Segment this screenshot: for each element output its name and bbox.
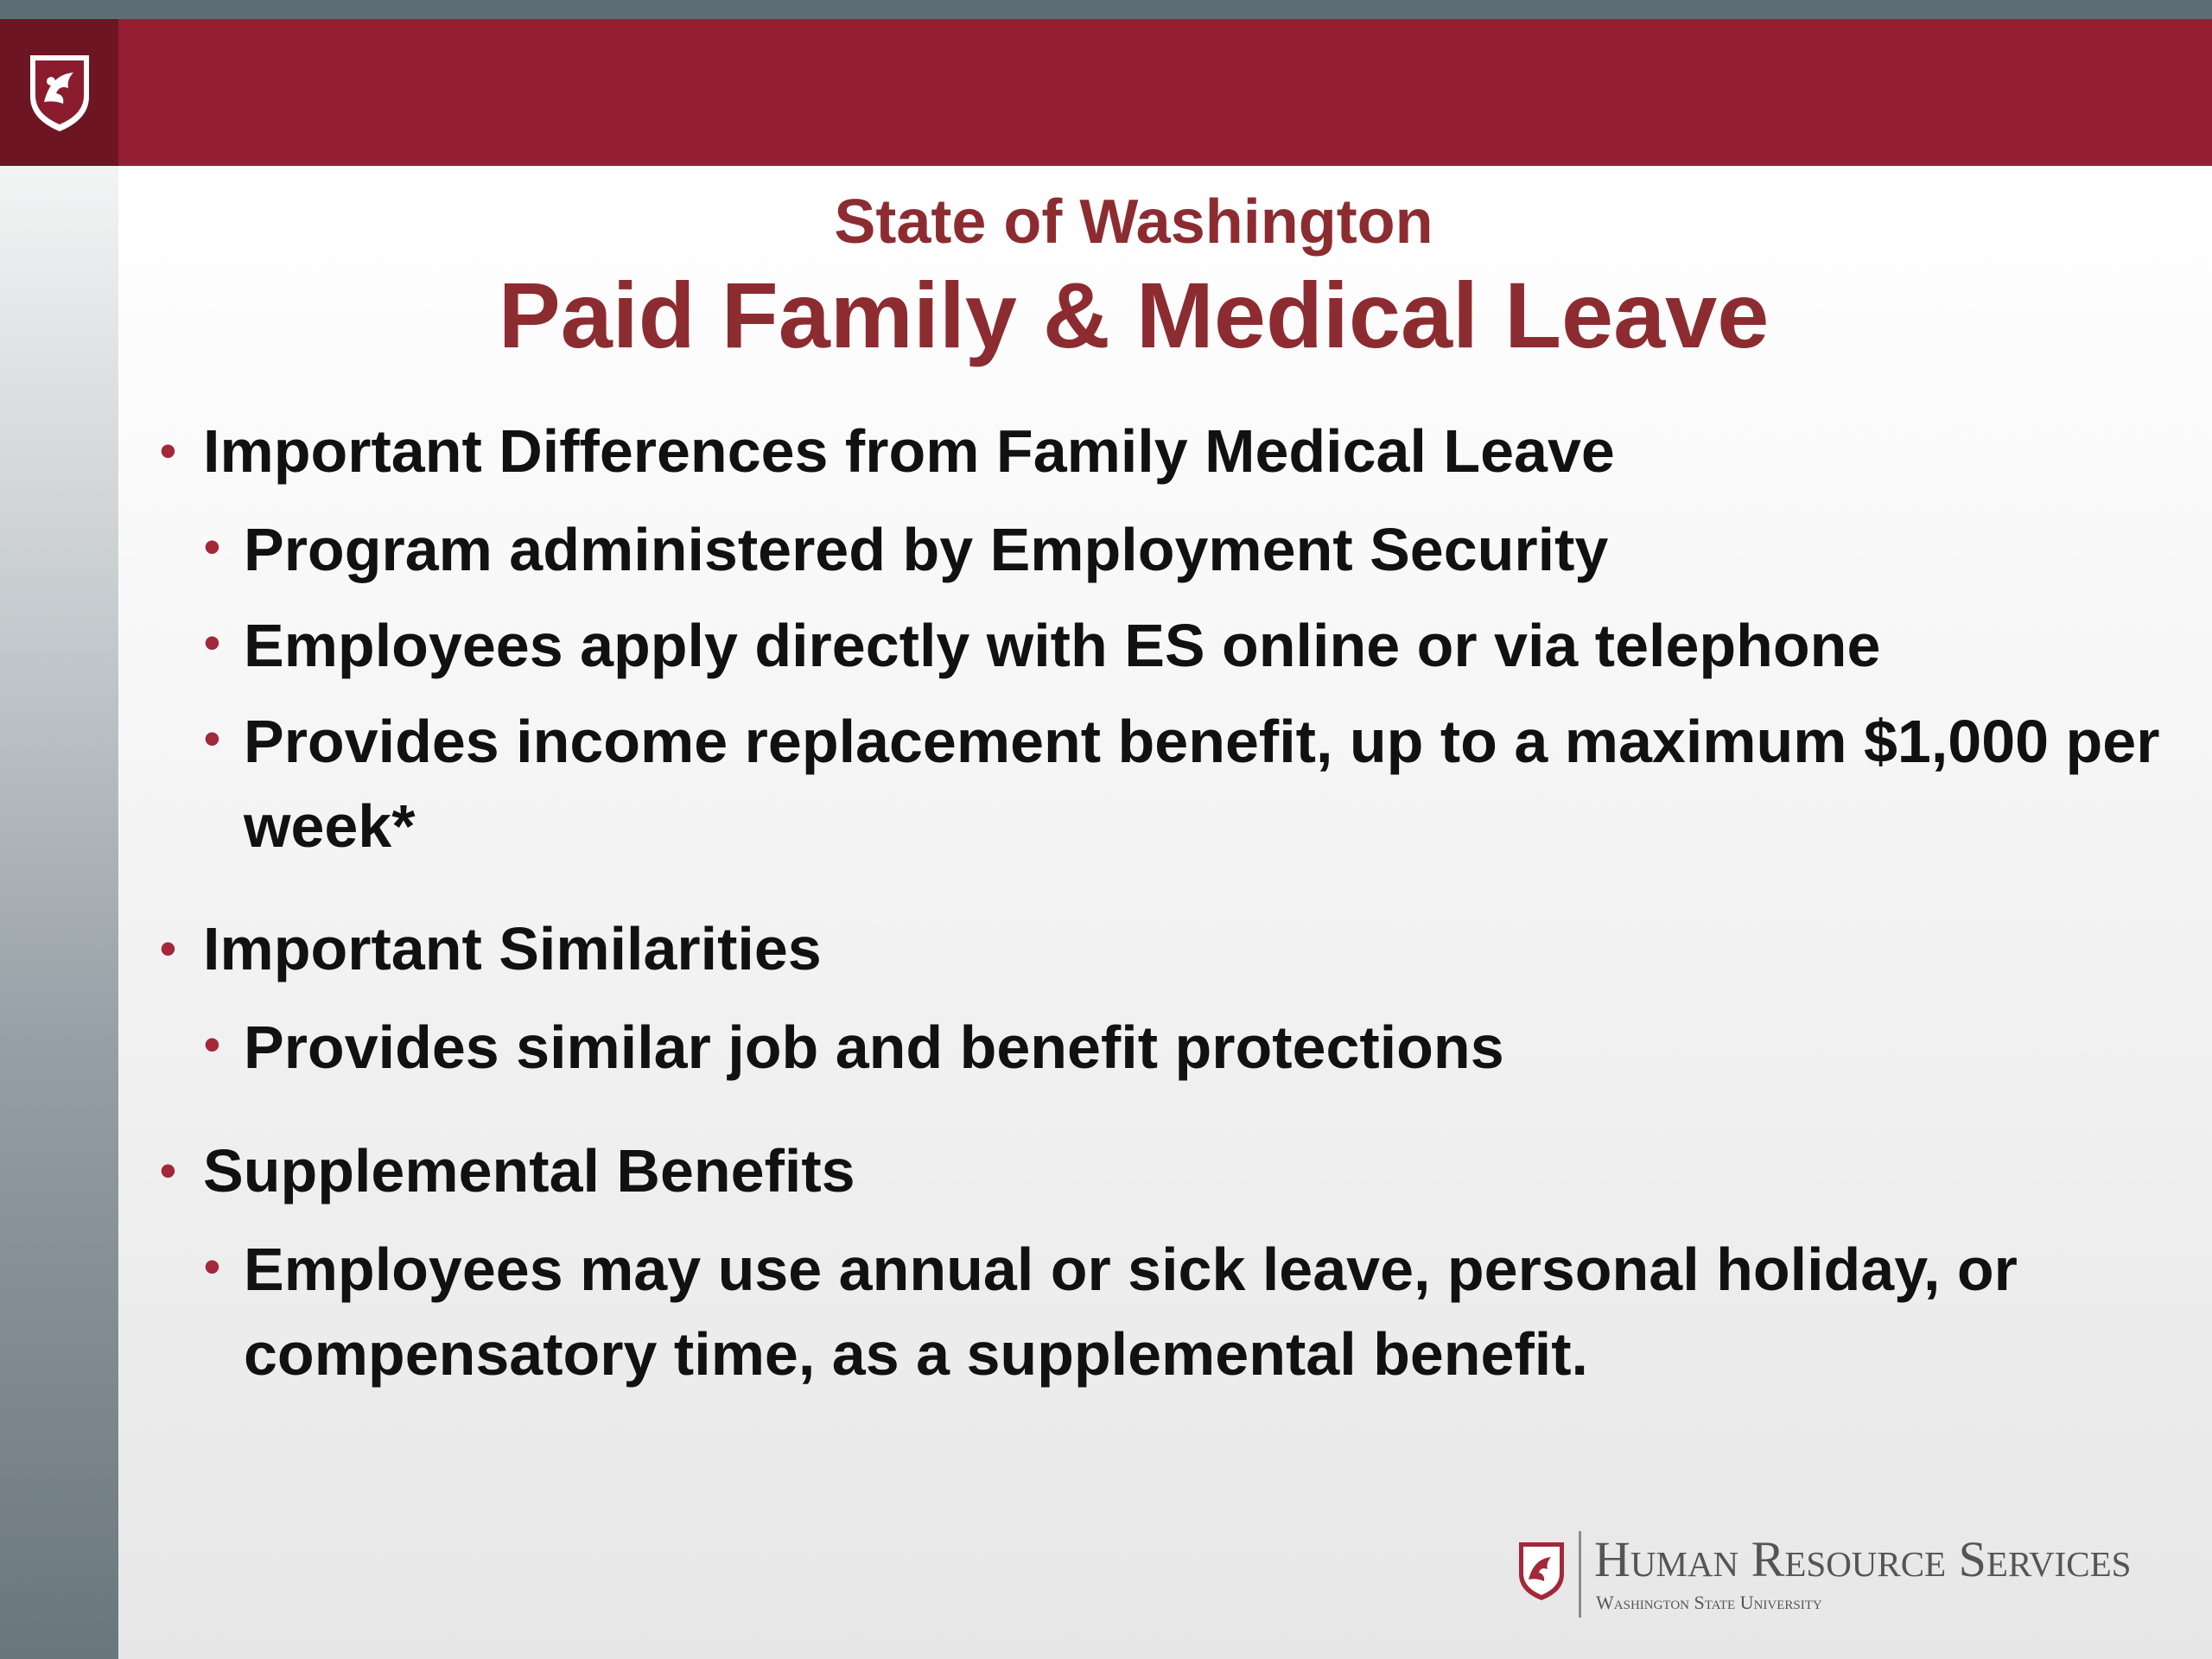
list-item: Employees may use annual or sick leave, personal holiday, or compensatory time, as a supplemental benefit. <box>244 1236 2018 1388</box>
footer-org-sub: Washington State University <box>1596 1592 1822 1613</box>
bullet-dot: • <box>160 425 176 477</box>
header-logo <box>0 19 118 166</box>
list-item: Program administered by Employment Security <box>244 516 1609 583</box>
bullet-dot: • <box>160 1145 176 1197</box>
bullet-dot: • <box>204 1019 220 1071</box>
section-heading: Important Differences from Family Medical Leave <box>203 417 1615 485</box>
hrs-footer-logo <box>1516 1529 2139 1624</box>
left-sidebar-gradient <box>0 166 118 1659</box>
wsu-shield-icon <box>1516 1540 1567 1602</box>
bullet-dot: • <box>204 1241 220 1293</box>
slide-subtitle: State of Washington <box>834 188 1433 257</box>
bullet-dot: • <box>204 617 220 669</box>
header-band <box>0 19 2212 166</box>
footer-org-name: Human Resource Services <box>1594 1531 2132 1587</box>
list-item: Employees apply directly with ES online or via telephone <box>244 612 1881 679</box>
list-item: Provides similar job and benefit protections <box>244 1014 1504 1081</box>
section-heading: Supplemental Benefits <box>203 1137 855 1205</box>
top-strip <box>0 0 2212 19</box>
bullet-dot: • <box>160 923 176 975</box>
section-heading: Important Similarities <box>203 915 822 982</box>
list-item: Provides income replacement benefit, up to a maximum $1,000 per week* <box>244 708 2160 860</box>
bullet-dot: • <box>204 713 220 765</box>
bullet-dot: • <box>204 521 220 573</box>
wsu-cougar-shield-icon <box>25 50 94 135</box>
footer-divider <box>1579 1531 1581 1618</box>
slide-title: Paid Family & Medical Leave <box>498 263 1770 367</box>
